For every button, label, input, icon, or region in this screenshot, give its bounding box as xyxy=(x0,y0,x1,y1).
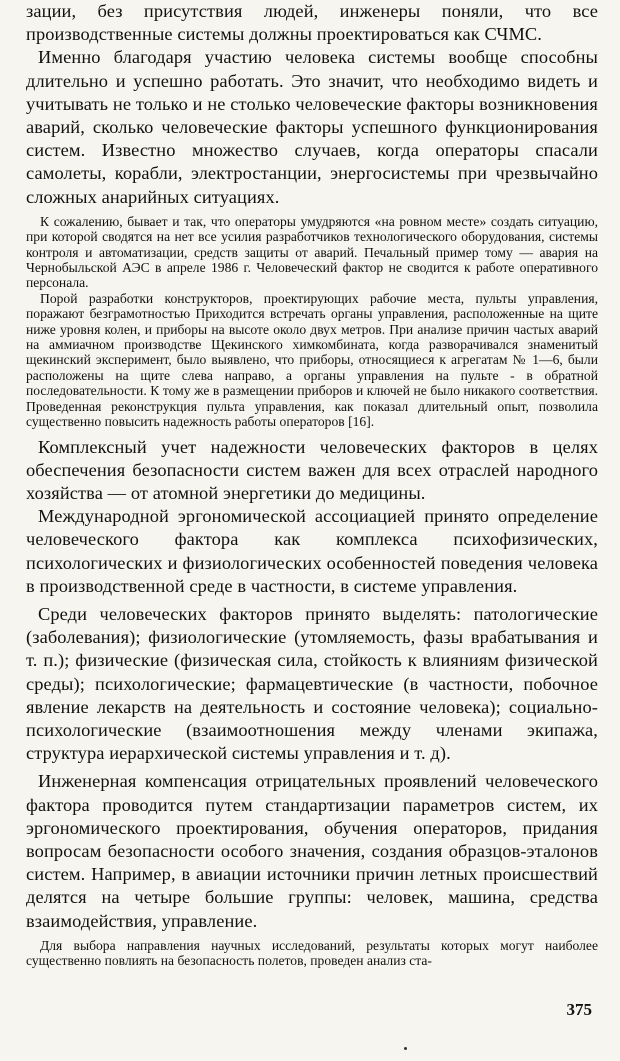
scan-speck xyxy=(404,1047,407,1050)
paragraph-engineering-compensation: Инженерная компенсация отрицательных проявлений человеческого фактора проводится путем стандартизации параметров систем, их эргономического проектирования, обучения операторов, придания вопросам безопасности особого значения, создания образцов-эталонов систем. Например, в авиации источники причин летных происшествий делятся на четыре большие группы: человек, машина, средства взаимодействия, управление. xyxy=(26,771,598,931)
paragraph-continuation: зации, без присутствия людей, инженеры поняли, что все производственные системы должны проектироваться как СЧМС. xyxy=(26,1,598,45)
paragraph-ergonomic-definition: Международной эргономической ассоциацией принято определение человеческого фактора как комплекса психофизических, психологических и физиологических особенностей поведения человека в производственной среде в частности, в системе управления. xyxy=(26,506,598,596)
page-number: 375 xyxy=(566,1000,592,1019)
note-control-panels: Порой разработки конструкторов, проектирующих рабочие места, пульты управления, поражают безграмотностью Приходится встречать органы управления, расположенные на щите ниже уровня колен, и приборы на высоте около двух метров. При анализе причин частых аварий на аммиачном производстве Щекинского химкомбината, когда разворачивался знаменитый щекинский эксперимент, было выявлено, что приборы, относящиеся к агрегатам № 1—6, были расположены на щите слева направо, а органы управления на пульте - в обратной последовательности. К тому же в размещении приборов и ключей не было никакого соответствия. Проведенная реконструкция пульта управления, как показал длительный опыт, позволила существенно повысить надежность работы операторов [16]. xyxy=(26,290,598,430)
paragraph-human-participation: Именно благодаря участию человека системы вообще способны длительно и успешно работать. Это значит, что необходимо видеть и учитывать не только и не столько человеческие факторы возникновения аварий, сколько человеческие факторы успешного функционирования систем. Известно множество случаев, когда операторы спасали самолеты, корабли, электростанции, энергосистемы при чрезвычайно сложных анарийных ситуациях. xyxy=(26,47,598,207)
note-operators-chernobyl: К сожалению, бывает и так, что операторы умудряются «на ровном месте» создать ситуацию, при которой сводятся на нет все усилия разработчиков технологического оборудования, системы контроля и автоматизации, средств защиты от аварий. Печальный пример тому — авария на Чернобыльской АЭС в апреле 1986 г. Человеческий фактор не сводится к работе оперативного персонала. xyxy=(26,213,598,291)
note-research-direction: Для выбора направления научных исследований, результаты которых могут наиболее существенно повлиять на безопасность полетов, проведен анализ ста- xyxy=(26,937,598,969)
paragraph-complex-reliability: Комплексный учет надежности человеческих факторов в целях обеспечения безопасности систем важен для всех отраслей народного хозяйства — от атомной энергетики до медицины. xyxy=(26,436,598,503)
paragraph-factor-types: Среди человеческих факторов принято выделять: патологические (заболевания); физиологические (утомляемость, фазы врабатывания и т. п.); физические (физическая сила, стойкость к влияниям физической среды); психологические; фармацевтические (в частности, побочное явление лекарств на деятельность и состояние человека); социально-психологические (взаимоотношения между членами экипажа, структура иерархической системы управления и т. д). xyxy=(26,603,598,764)
